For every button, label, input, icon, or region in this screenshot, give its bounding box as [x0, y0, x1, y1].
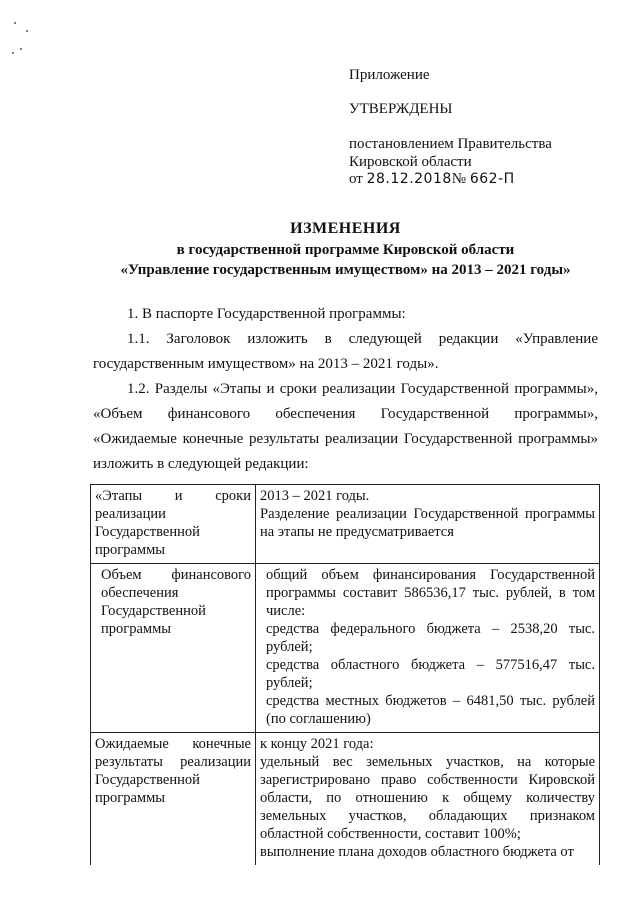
- approved-label: УТВЕРЖДЕНЫ: [349, 101, 453, 117]
- decree-line-1: постановлением Правительства: [349, 136, 552, 152]
- passport-table: [90, 484, 600, 865]
- content-line: 2013 – 2021 годы.: [260, 488, 370, 504]
- decree-date-line: [349, 170, 515, 188]
- content-line: выполнение плана доходов областного бюджета от: [260, 844, 574, 860]
- handwritten-date: 28.12.2018: [366, 171, 452, 187]
- row-label: «Этапы и сроки реализации Государственной программы: [91, 485, 256, 564]
- paragraph-1-2: 1.2. Разделы «Этапы и сроки реализации Государственной программы», «Объем финансового обеспечения Государственной программы», «Ожидаемые конечные результаты реализации Государственной программы» изложить в следующей редакции:: [93, 381, 598, 472]
- content-line: средства местных бюджетов – 6481,50 тыс. рублей (по соглашению): [266, 693, 595, 727]
- scan-speck: [26, 30, 28, 32]
- appendix-label: Приложение: [349, 67, 430, 83]
- content-line: удельный вес земельных участков, на которые зарегистрировано право собственности Кировской области, по отношению к общему количеству земельных участков, обладающих признаком областной собственности, составит 100%;: [260, 754, 595, 842]
- content-line: Разделение реализации Государственной программы на этапы не предусматривается: [260, 506, 595, 540]
- decree-line-2: Кировской области: [349, 154, 472, 170]
- paragraph-1: 1. В паспорте Государственной программы:: [127, 306, 406, 322]
- document-subtitle-1: в государственной программе Кировской области: [176, 242, 515, 258]
- paragraph-1-1: 1.1. Заголовок изложить в следующей редакции «Управление государственным имуществом» на 2013 – 2021 годы».: [93, 331, 598, 372]
- row-content: [256, 733, 600, 866]
- row-label: Объем финансового обеспечения Государственной программы: [91, 564, 256, 733]
- row-content: [256, 564, 600, 733]
- row-label: Ожидаемые конечные результаты реализации Государственной программы: [91, 733, 256, 866]
- content-line: общий объем финансирования Государственной программы составит 586536,17 тыс. рублей, в том числе:: [266, 567, 595, 619]
- document-subtitle-2: «Управление государственным имуществом» на 2013 – 2021 годы»: [120, 262, 571, 278]
- table-row: [91, 733, 600, 866]
- scan-speck: [12, 52, 14, 54]
- content-line: средства федерального бюджета – 2538,20 тыс. рублей;: [266, 621, 595, 655]
- row-content: [256, 485, 600, 564]
- scan-speck: [14, 22, 16, 24]
- scan-speck: [20, 48, 22, 50]
- date-prefix: от: [349, 171, 363, 187]
- number-prefix: №: [451, 171, 467, 187]
- content-line: к концу 2021 года:: [260, 736, 374, 752]
- document-title: ИЗМЕНЕНИЯ: [290, 220, 401, 237]
- handwritten-number: 662-П: [469, 171, 515, 187]
- content-line: средства областного бюджета – 577516,47 тыс. рублей;: [266, 657, 595, 691]
- table-row: [91, 564, 600, 733]
- table-row: [91, 485, 600, 564]
